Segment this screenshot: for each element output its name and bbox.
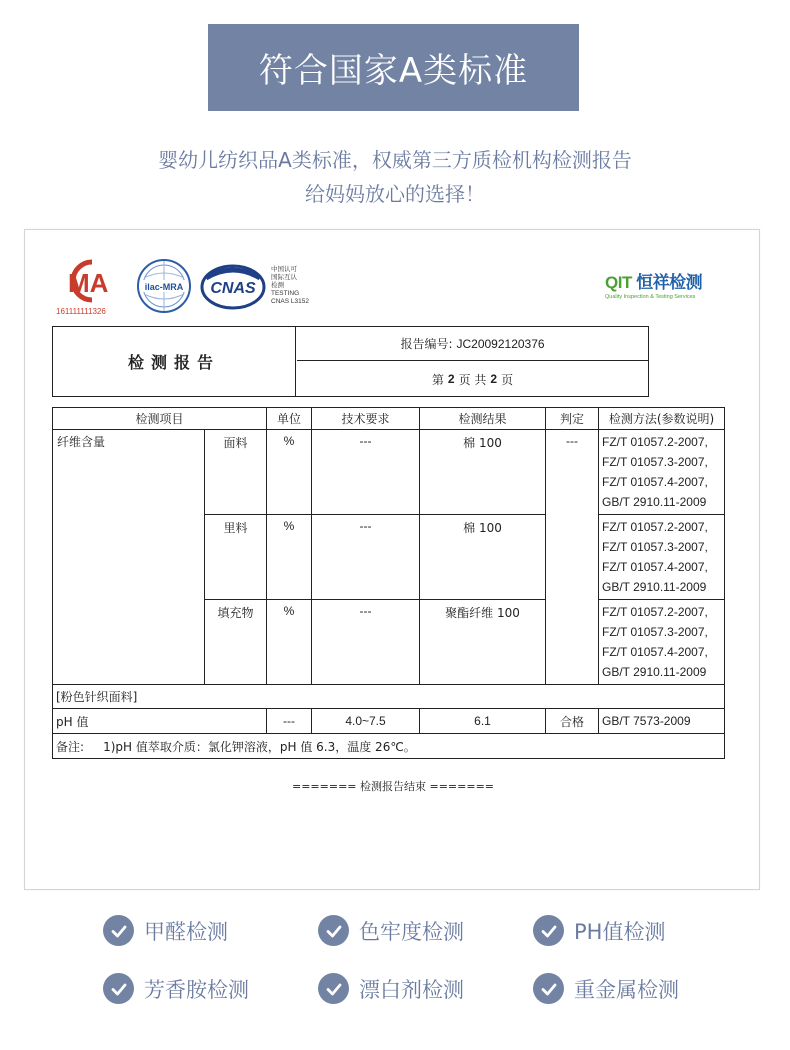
report-number-label: 报告编号: (400, 337, 453, 351)
feature-item (103, 915, 228, 946)
subtitle-line-2: 给妈妈放心的选择！ (305, 182, 485, 206)
check-icon (533, 915, 564, 946)
ma-number: 161111111326 (56, 307, 106, 316)
unit-cell: % (267, 600, 312, 685)
report-title: 检测报告 (53, 327, 296, 396)
qit-logo (605, 268, 702, 300)
check-icon (533, 973, 564, 1004)
part-cell: 里料 (205, 515, 267, 600)
table-row (53, 685, 725, 709)
header-judgement: 判定 (546, 408, 599, 430)
method-cell: FZ/T 01057.2-2007, FZ/T 01057.3-2007, FZ/T 01057.4-2007, GB/T 2910.11-2009 (599, 600, 725, 685)
result-cell: 聚酯纤维 100 (420, 600, 546, 685)
report-number-row (297, 327, 648, 361)
result-cell: 棉 100 (420, 430, 546, 515)
cma-logo (52, 259, 130, 303)
feature-item (318, 973, 464, 1004)
cnas-text: CNAS (210, 280, 256, 297)
remark: 备注: 1)pH 值萃取介质：氯化钾溶液，pH 值 6.3，温度 26℃。 (53, 734, 725, 759)
feature-item (533, 973, 679, 1004)
feature-label: 漂白剂检测 (359, 977, 464, 1002)
results-table (52, 407, 725, 759)
check-icon (318, 915, 349, 946)
header-requirement: 技术要求 (312, 408, 420, 430)
feature-item (533, 915, 665, 946)
check-icon (103, 973, 134, 1004)
table-row (53, 430, 725, 515)
qit-tagline: Quality Inspection & Testing Services (605, 294, 696, 300)
part-cell: 填充物 (205, 600, 267, 685)
page-total: 2 (490, 372, 498, 386)
ph-result: 6.1 (420, 709, 546, 734)
feature-label: 芳香胺检测 (144, 977, 249, 1002)
feature-label: 重金属检测 (574, 977, 679, 1002)
report-end-marker: ======= 检测报告结束 ======= (291, 780, 495, 793)
qit-name: 恒祥检测 (636, 273, 703, 292)
feature-label: 色牢度检测 (359, 919, 464, 944)
check-icon (103, 915, 134, 946)
requirement-cell: --- (312, 430, 420, 515)
test-report-document (24, 229, 760, 890)
feature-label: PH值检测 (574, 919, 666, 944)
unit-cell: % (267, 430, 312, 515)
header-item: 检测项目 (53, 408, 267, 430)
title-banner (208, 24, 579, 111)
unit-cell: % (267, 515, 312, 600)
feature-label: 甲醛检测 (144, 919, 228, 944)
feature-item (318, 915, 464, 946)
banner-title: 符合国家A类标准 (258, 51, 529, 91)
result-cell: 棉 100 (420, 515, 546, 600)
report-number: JC20092120376 (456, 336, 545, 351)
fiber-judgement: --- (546, 430, 599, 685)
page-current: 2 (447, 372, 455, 386)
report-header (52, 326, 649, 397)
ph-unit: --- (267, 709, 312, 734)
qit-brand: QIT (605, 273, 632, 292)
header-result: 检测结果 (420, 408, 546, 430)
requirement-cell: --- (312, 515, 420, 600)
fiber-item: 纤维含量 (53, 430, 205, 685)
check-icon (318, 973, 349, 1004)
table-header-row (53, 408, 725, 430)
table-row-ph (53, 709, 725, 734)
page-counter: 第 2 页 共 2 页 (431, 372, 514, 387)
ph-method: GB/T 7573-2009 (599, 709, 725, 734)
ma-text: MA (68, 268, 109, 298)
feature-item (103, 973, 249, 1004)
table-row-remark (53, 734, 725, 759)
subtitle-line-1: 婴幼儿纺织品A类标准，权威第三方质检机构检测报告 (158, 148, 632, 172)
ph-requirement: 4.0~7.5 (312, 709, 420, 734)
header-unit: 单位 (267, 408, 312, 430)
ilac-mra-logo (136, 258, 192, 314)
requirement-cell: --- (312, 600, 420, 685)
ph-judgement: 合格 (546, 709, 599, 734)
header-method: 检测方法(参数说明) (599, 408, 725, 430)
cnas-logo (200, 264, 266, 310)
part-cell: 面料 (205, 430, 267, 515)
method-cell: FZ/T 01057.2-2007, FZ/T 01057.3-2007, FZ/T 01057.4-2007, GB/T 2910.11-2009 (599, 430, 725, 515)
ph-item: pH 值 (53, 709, 267, 734)
cnas-caption: 中国认可 国际互认 检测 TESTING CNAS L3152 (271, 266, 309, 305)
method-cell: FZ/T 01057.2-2007, FZ/T 01057.3-2007, FZ/T 01057.4-2007, GB/T 2910.11-2009 (599, 515, 725, 600)
ilac-text: ilac-MRA (144, 282, 184, 292)
sample-label: [粉色针织面料] (53, 685, 725, 709)
